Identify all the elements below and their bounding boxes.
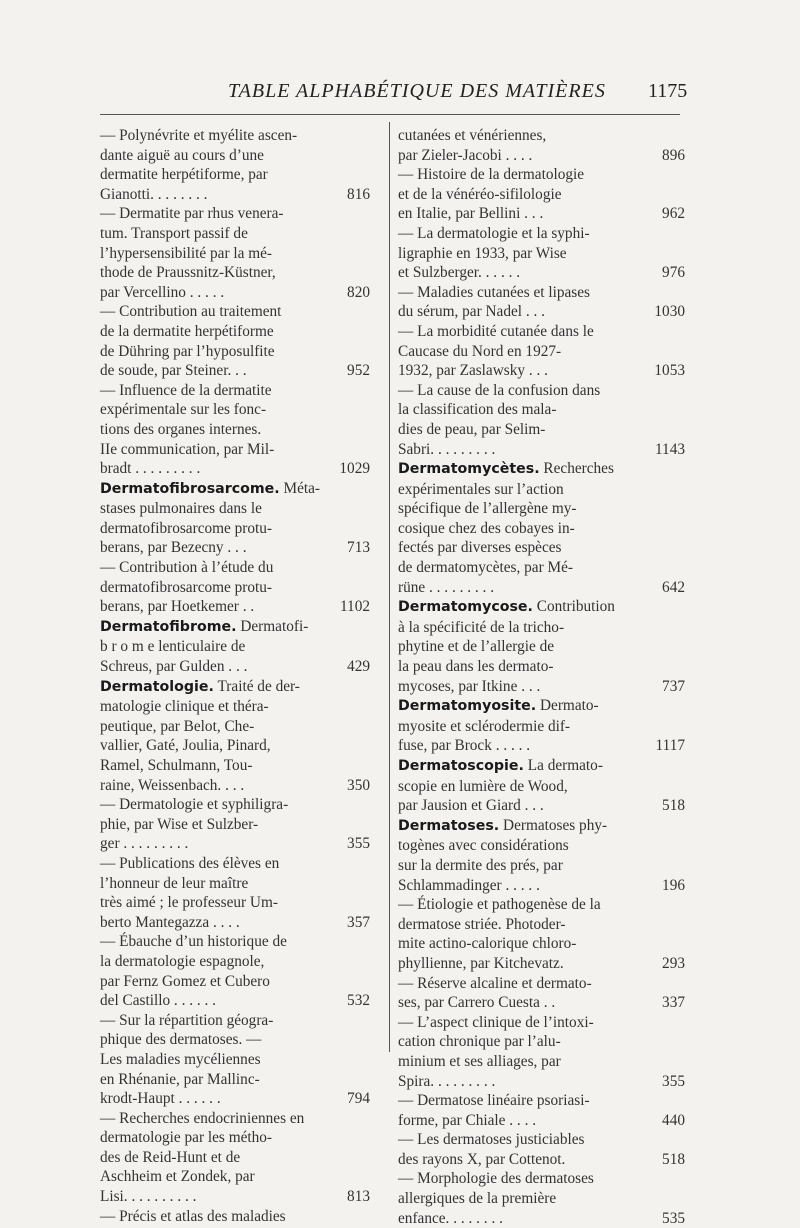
entry-line: la dermatologie espagnole, [100,952,265,970]
entry-heading: Dermatofibrome. [100,618,237,635]
entry-line: de Dühring par l’hyposulfite [100,342,275,360]
entry-line: IIe communication, par Mil- [100,440,275,458]
page-reference: 518 [662,1150,685,1168]
entry-line: — La morbidité cutanée dans le [398,322,594,340]
entry-line: togènes avec considérations [398,837,569,855]
entry-line: ligraphie en 1933, par Wise [398,244,567,262]
entry-line: 518 par Jausion et Giard . . . [398,797,685,815]
entry-line: 713 berans, par Bezecny . . . [100,539,370,557]
entry-line: — Précis et atlas des maladies [100,1207,286,1225]
page-reference: 1143 [654,440,685,458]
entry-line: 535 enfance. . . . . . . . [398,1209,685,1227]
entry-line: 429 Schreus, par Gulden . . . [100,658,370,676]
entry-line: 820 par Vercellino . . . . . [100,283,370,301]
entry-line: — Contribution à l’étude du [100,559,274,577]
page-header [0,80,800,110]
entry-line: 1053 1932, par Zaslawsky . . . [398,362,685,380]
entry-heading: Dermatoscopie. [398,758,524,774]
index-entry [100,479,370,558]
page-reference: 713 [347,539,370,557]
index-entry [398,322,685,381]
entry-line: Dermatologie. Traité de der- [100,677,300,695]
page-reference: 350 [347,776,370,794]
entry-line: des de Reid-Hunt et de [100,1148,241,1166]
entry-line: — Dermatologie et syphiligra- [100,796,289,814]
page-reference: 896 [662,146,685,164]
entry-line: Ramel, Schulmann, Tou- [100,757,253,774]
index-entry [100,617,370,677]
index-entry [398,1013,685,1091]
entry-line: 1143 Sabri. . . . . . . . . [398,440,685,458]
page-reference: 1030 [654,303,685,321]
page-reference: 962 [662,205,685,223]
entry-line: 794 krodt-Haupt . . . . . . [100,1090,370,1108]
entry-line: Aschheim et Zondek, par [100,1168,255,1186]
entry-line: dermatose striée. Photoder- [398,915,566,933]
index-entry [100,558,370,617]
entry-line: Dermatoscopie. La dermato- [398,757,603,774]
page-reference: 532 [347,992,370,1010]
entry-line: Dermatofibrosarcome. Méta- [100,479,321,497]
index-entry [398,165,685,224]
page-reference: 1053 [654,362,685,380]
index-entry [100,932,370,1010]
entry-line: 355 Spira. . . . . . . . . [398,1072,685,1090]
index-entry [398,696,685,756]
entry-line: — Étiologie et pathogenèse de la [398,896,601,914]
header-rule [100,114,680,115]
entry-line: matologie clinique et théra- [100,698,269,716]
page-reference: 813 [347,1188,370,1206]
entry-line: tions des organes internes. [100,420,262,438]
entry-line: par Fernz Gomez et Cubero [100,972,270,990]
entry-line: thode de Praussnitz-Küstner, [100,264,276,282]
index-entry [100,204,370,302]
entry-line: peutique, par Belot, Che- [100,717,255,735]
entry-line: — Morphologie des dermatoses [398,1170,594,1188]
entry-line: — Recherches endocriniennes en [100,1109,305,1127]
entry-line: Les maladies mycéliennes [100,1050,261,1068]
entry-line: Dermatomycètes. Recherches [398,460,614,478]
entry-line: — Maladies cutanées et lipases [398,283,590,301]
entry-line: spécifique de l’allergène my- [398,500,577,518]
entry-line: — Publications des élèves en [100,854,280,872]
entry-line: vallier, Gaté, Joulia, Pinard, [100,737,271,755]
column-divider [389,122,390,1052]
entry-line: 737 mycoses, par Itkine . . . [398,677,685,695]
entry-line: 813 Lisi. . . . . . . . . . [100,1188,370,1206]
index-entry [398,597,685,696]
entry-line: — Histoire de la dermatologie [398,166,585,184]
page-reference: 737 [662,677,685,695]
entry-line: dermatite herpétiforme, par [100,166,268,184]
entry-line: b r o m e lenticulaire de [100,638,246,656]
entry-line: de dermatomycètes, par Mé- [398,559,573,577]
entry-line: et de la vénéréo-sifilologie [398,185,562,203]
entry-line: mite actino-calorique chloro- [398,935,577,953]
entry-line: 896 par Zieler-Jacobi . . . . [398,146,685,164]
entry-line: 196 Schlammadinger . . . . . [398,876,685,894]
page-number: 1175 [648,80,688,102]
page-reference: 794 [347,1090,370,1108]
entry-line: Dermatoses. Dermatoses phy- [398,816,608,834]
page-reference: 642 [662,578,685,596]
entry-line: dermatofibrosarcome protu- [100,519,273,537]
page-reference: 355 [347,835,370,853]
entry-line: expérimentales sur l’action [398,480,564,498]
entry-line: 1102 berans, par Hoetkemer . . [100,598,370,616]
entry-line: — Dermatose linéaire psoriasi- [398,1092,590,1110]
left-column [100,126,370,1226]
entry-line: Dermatofibrome. Dermatofi- [100,617,309,635]
entry-line: 350 raine, Weissenbach. . . . [100,776,370,794]
index-entry [100,1207,370,1227]
entry-line: — L’aspect clinique de l’intoxi- [398,1013,594,1031]
entry-line: l’hypersensibilité par la mé- [100,244,273,262]
index-entry [398,1091,685,1130]
entry-line: en Rhénanie, par Mallinc- [100,1070,260,1088]
page-reference: 440 [662,1111,685,1129]
index-entry [398,381,685,459]
entry-line: — Les dermatoses justiciables [398,1131,585,1149]
entry-heading: Dermatoses. [398,817,500,834]
entry-line: 518 des rayons X, par Cottenot. [398,1150,685,1168]
entry-line: dies de peau, par Selim- [398,420,546,438]
index-entry [100,381,370,479]
entry-line: minium et ses alliages, par [398,1052,561,1070]
page-reference: 337 [662,994,685,1012]
index-entry [100,302,370,380]
page-reference: 293 [662,954,685,972]
entry-line: l’honneur de leur maître [100,874,249,892]
entry-line: allergiques de la première [398,1190,557,1208]
page-reference: 1102 [339,598,370,616]
entry-line: — Sur la répartition géogra- [100,1011,274,1029]
entry-line: 962 en Italie, par Bellini . . . [398,205,685,223]
entry-line: — Ébauche d’un historique de [100,933,287,951]
entry-line: Caucase du Nord en 1927- [398,342,562,360]
index-entry [398,1130,685,1169]
entry-line: cutanées et vénériennes, [398,127,547,144]
entry-line: myosite et sclérodermie dif- [398,717,571,735]
page-reference: 976 [662,264,685,282]
index-entry [398,974,685,1013]
entry-heading: Dermatofibrosarcome. [100,480,280,497]
index-entry [398,224,685,283]
entry-line: la classification des mala- [398,401,557,419]
right-column [398,126,685,1228]
index-entry [100,854,370,932]
entry-line: 1029 bradt . . . . . . . . . [100,460,370,478]
entry-line: — La cause de la confusion dans [398,381,601,399]
entry-line: de la dermatite herpétiforme [100,322,274,340]
index-entry [398,1169,685,1228]
index-entry [398,816,685,895]
entry-heading: Dermatomycose. [398,599,533,616]
index-entry [398,895,685,973]
index-entry [398,756,685,816]
index-entry [100,677,370,796]
entry-line: — Dermatite par rhus venera- [100,205,284,223]
page-reference: 820 [347,283,370,301]
index-entry [100,795,370,854]
entry-line: phique des dermatoses. — [100,1031,262,1049]
entry-line: tum. Transport passif de [100,224,248,242]
entry-line: 642 rüne . . . . . . . . . [398,578,685,596]
page-reference: 1117 [655,737,685,755]
entry-line: — Influence de la dermatite [100,381,272,399]
entry-line: sur la dermite des prés, par [398,856,563,874]
entry-line: 1030 du sérum, par Nadel . . . [398,303,685,321]
entry-line: stases pulmonaires dans le [100,500,262,518]
page-reference: 196 [662,876,685,894]
entry-heading: Dermatomycètes. [398,461,540,478]
index-entry [398,126,685,165]
entry-line: la peau dans les dermato- [398,658,554,676]
page-reference: 357 [347,913,370,931]
entry-line: dermatofibrosarcome protu- [100,578,273,596]
index-entry [100,1109,370,1207]
entry-line: cosique chez des cobayes in- [398,519,575,537]
entry-line: très aimé ; le professeur Um- [100,894,278,912]
entry-line: — Contribution au traitement [100,303,282,321]
entry-line: cation chronique par l’alu- [398,1033,561,1051]
entry-line: fectés par diverses espèces [398,539,562,557]
entry-heading: Dermatologie. [100,678,214,695]
entry-line: 440 forme, par Chiale . . . . [398,1111,685,1129]
entry-line: dante aiguë au cours d’une [100,146,264,164]
page-reference: 535 [662,1209,685,1227]
entry-line: 1117 fuse, par Brock . . . . . [398,737,685,755]
entry-line: 337 ses, par Carrero Cuesta . . [398,994,685,1012]
page-reference: 355 [662,1072,685,1090]
entry-line: 976 et Sulzberger. . . . . . [398,264,685,282]
entry-line: — La dermatologie et la syphi- [398,224,590,242]
entry-line: 293 phyllienne, par Kitchevatz. [398,954,685,972]
entry-line: scopie en lumière de Wood, [398,777,568,795]
entry-line: — Réserve alcaline et dermato- [398,974,592,992]
entry-line: 357 berto Mantegazza . . . . [100,913,370,931]
entry-heading: Dermatomyosite. [398,698,537,715]
page-reference: 816 [347,185,370,203]
entry-line: phie, par Wise et Sulzber- [100,815,259,833]
entry-line: Dermatomycose. Contribution [398,598,615,616]
entry-line: 532 del Castillo . . . . . . [100,992,370,1010]
index-entry [398,283,685,322]
index-entry [100,126,370,204]
page-reference: 1029 [339,460,370,478]
entry-line: Dermatomyosite. Dermato- [398,697,599,715]
entry-line: 952 de soude, par Steiner. . . [100,362,370,380]
index-entry [398,459,685,597]
page-reference: 429 [347,658,370,676]
entry-line: à la spécificité de la tricho- [398,618,565,636]
index-entry [100,1011,370,1109]
entry-line: phytine et de l’allergie de [398,638,555,656]
entry-line: — Polynévrite et myélite ascen- [100,127,298,144]
running-title: TABLE ALPHABÉTIQUE DES MATIÈRES [228,80,606,102]
page-reference: 952 [347,362,370,380]
entry-line: dermatologie par les métho- [100,1129,273,1147]
entry-line: 355 ger . . . . . . . . . [100,835,370,853]
page-reference: 518 [662,797,685,815]
entry-line: expérimentale sur les fonc- [100,401,267,419]
entry-line: 816 Gianotti. . . . . . . . [100,185,370,203]
